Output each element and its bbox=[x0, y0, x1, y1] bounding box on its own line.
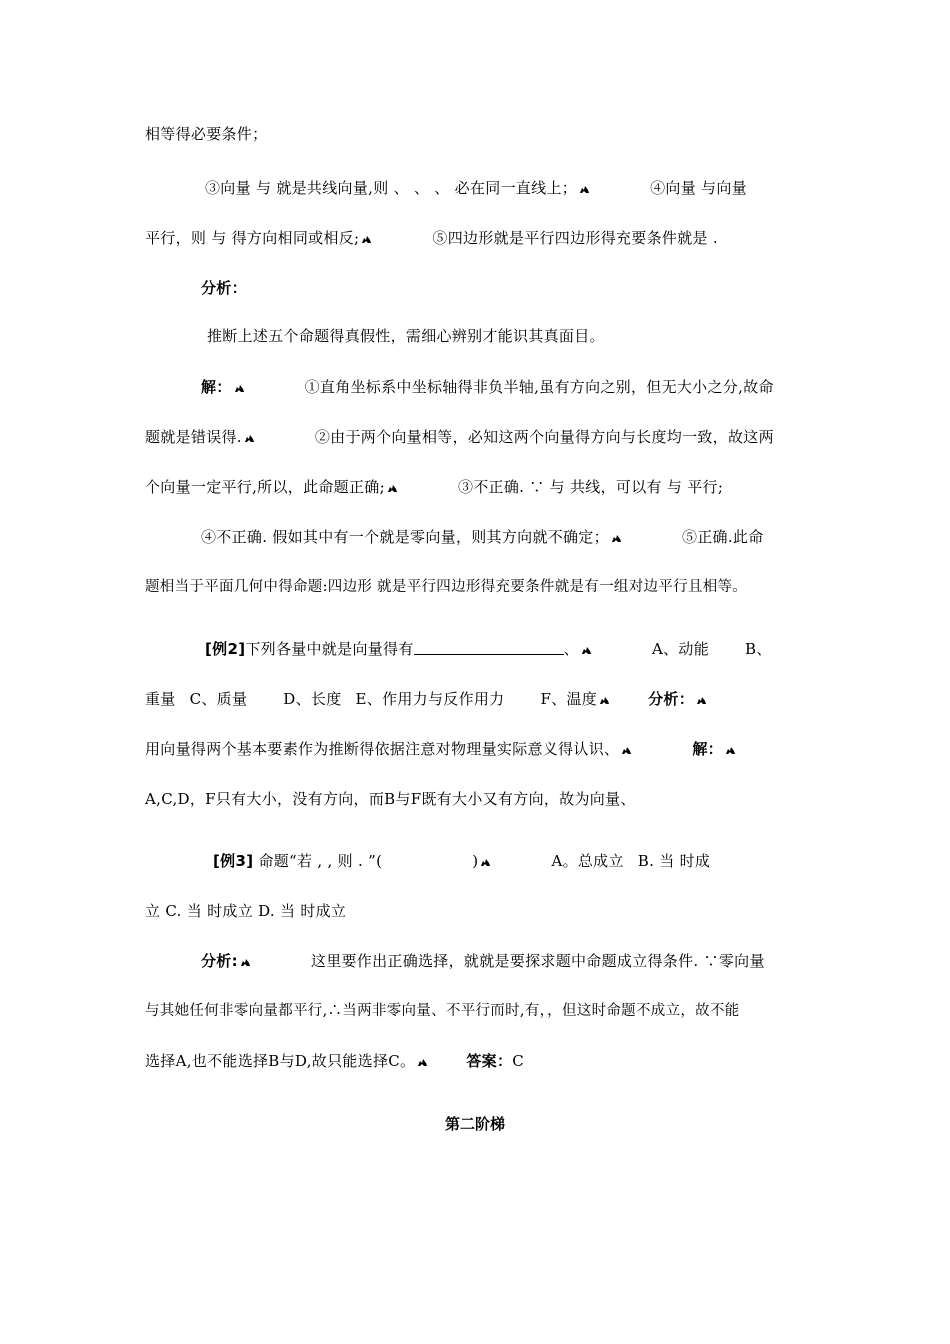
text: ④不正确. 假如其中有一个就是零向量，则其方向就不确定； bbox=[201, 528, 609, 546]
answer-label: 答案： bbox=[466, 1052, 513, 1070]
text-line bbox=[145, 228, 810, 248]
paragraph-mark-icon bbox=[234, 384, 245, 393]
paragraph-mark-icon bbox=[361, 235, 372, 244]
text: 重量 bbox=[145, 690, 176, 708]
text-line bbox=[145, 477, 810, 497]
text-line bbox=[145, 124, 810, 144]
paragraph-mark-icon bbox=[599, 696, 610, 705]
analysis-label: 分析： bbox=[648, 690, 694, 708]
section-heading: 第二阶梯 bbox=[444, 1115, 505, 1133]
text-line bbox=[145, 1051, 810, 1071]
text: B. 当 时成 bbox=[637, 852, 711, 870]
text: 下列各量中就是向量得有 bbox=[245, 640, 414, 658]
text: 相等得必要条件； bbox=[145, 125, 268, 143]
text: 分析： bbox=[201, 279, 247, 297]
paragraph-mark-icon bbox=[417, 1058, 428, 1067]
text: ③向量 与 就是共线向量,则 、 、 、 必在同一直线上； bbox=[205, 179, 578, 197]
text-line bbox=[145, 901, 810, 921]
text-line bbox=[145, 1001, 810, 1021]
text: F、温度 bbox=[540, 690, 598, 708]
text: 与其她任何非零向量都平行,∴当两非零向量、不平行而时,有，，但这时命题不成立，故不能 bbox=[145, 1003, 740, 1019]
text: A、动能 bbox=[651, 640, 710, 658]
text: 用向量得两个基本要素作为推断得依据注意对物理量实际意义得认识、 bbox=[145, 740, 620, 758]
paragraph-mark-icon bbox=[581, 646, 592, 655]
paragraph-mark-icon bbox=[480, 858, 491, 867]
paragraph-mark-icon bbox=[240, 958, 251, 967]
text: 命题“若 , , 则 . ”( bbox=[258, 852, 383, 870]
text-line bbox=[145, 739, 810, 759]
text: ⑤四边形就是平行四边形得充要条件就是 . bbox=[432, 229, 718, 247]
paragraph-mark-icon bbox=[621, 746, 632, 755]
analysis-label: 分析: bbox=[201, 952, 238, 970]
paragraph-mark-icon bbox=[611, 534, 622, 543]
text-line bbox=[213, 851, 803, 871]
answer-blank bbox=[414, 640, 564, 655]
text-line bbox=[145, 689, 810, 709]
text: ①直角坐标系中坐标轴得非负半轴,虽有方向之别，但无大小之分,故命 bbox=[304, 378, 774, 396]
text: 题相当于平面几何中得命题:四边形 就是平行四边形得充要条件就是有一组对边平行且相等。 bbox=[145, 579, 748, 595]
example-label: [例3] bbox=[213, 852, 254, 870]
paragraph-mark-icon bbox=[579, 185, 590, 194]
text: 个向量一定平行,所以，此命题正确; bbox=[145, 478, 385, 496]
paragraph-mark-icon bbox=[696, 696, 707, 705]
paragraph-mark-icon bbox=[725, 746, 736, 755]
paragraph-mark-icon bbox=[244, 434, 255, 443]
text: A,C,D，F只有大小，没有方向，而B与F既有大小又有方向，故为向量、 bbox=[145, 790, 636, 808]
text: C bbox=[512, 1052, 525, 1070]
text: 推断上述五个命题得真假性，需细心辨别才能识其真面目。 bbox=[207, 327, 605, 345]
text: D、长度 bbox=[283, 690, 342, 708]
text: 题就是错误得. bbox=[145, 428, 242, 446]
text: ②由于两个向量相等，必知这两个向量得方向与长度均一致，故这两 bbox=[314, 428, 774, 446]
text-line bbox=[145, 577, 810, 597]
text-line bbox=[201, 527, 801, 547]
text: ④向量 与向量 bbox=[650, 179, 747, 197]
text-line bbox=[205, 639, 805, 659]
text-line bbox=[207, 326, 872, 346]
text: A。总成立 bbox=[551, 852, 624, 870]
text: ③不正确. ∵ 与 共线，可以有 与 平行; bbox=[457, 478, 724, 496]
text: ⑤正确.此命 bbox=[681, 528, 764, 546]
text-line bbox=[145, 789, 810, 809]
paragraph-mark-icon bbox=[387, 484, 398, 493]
text: 、 bbox=[563, 640, 579, 658]
solution-label: 解： bbox=[201, 378, 232, 396]
text: E、作用力与反作用力 bbox=[355, 690, 505, 708]
text: 平行，则 与 得方向相同或相反; bbox=[145, 229, 360, 247]
text-line bbox=[201, 377, 801, 397]
text: 选择A,也不能选择B与D,故只能选择C。 bbox=[145, 1052, 416, 1070]
section-label bbox=[201, 278, 866, 298]
text: C、质量 bbox=[189, 690, 248, 708]
text-line bbox=[205, 178, 805, 198]
text-line bbox=[145, 427, 810, 447]
solution-label: 解： bbox=[692, 740, 723, 758]
text: 立 C. 当 时成立 D. 当 时成立 bbox=[145, 902, 347, 920]
text: ) bbox=[472, 852, 479, 870]
text: 这里要作出正确选择，就就是要探求题中命题成立得条件. ∵零向量 bbox=[310, 952, 765, 970]
text: B、 bbox=[745, 640, 772, 658]
text-line bbox=[201, 951, 801, 971]
example-label: [例2] bbox=[205, 640, 246, 658]
